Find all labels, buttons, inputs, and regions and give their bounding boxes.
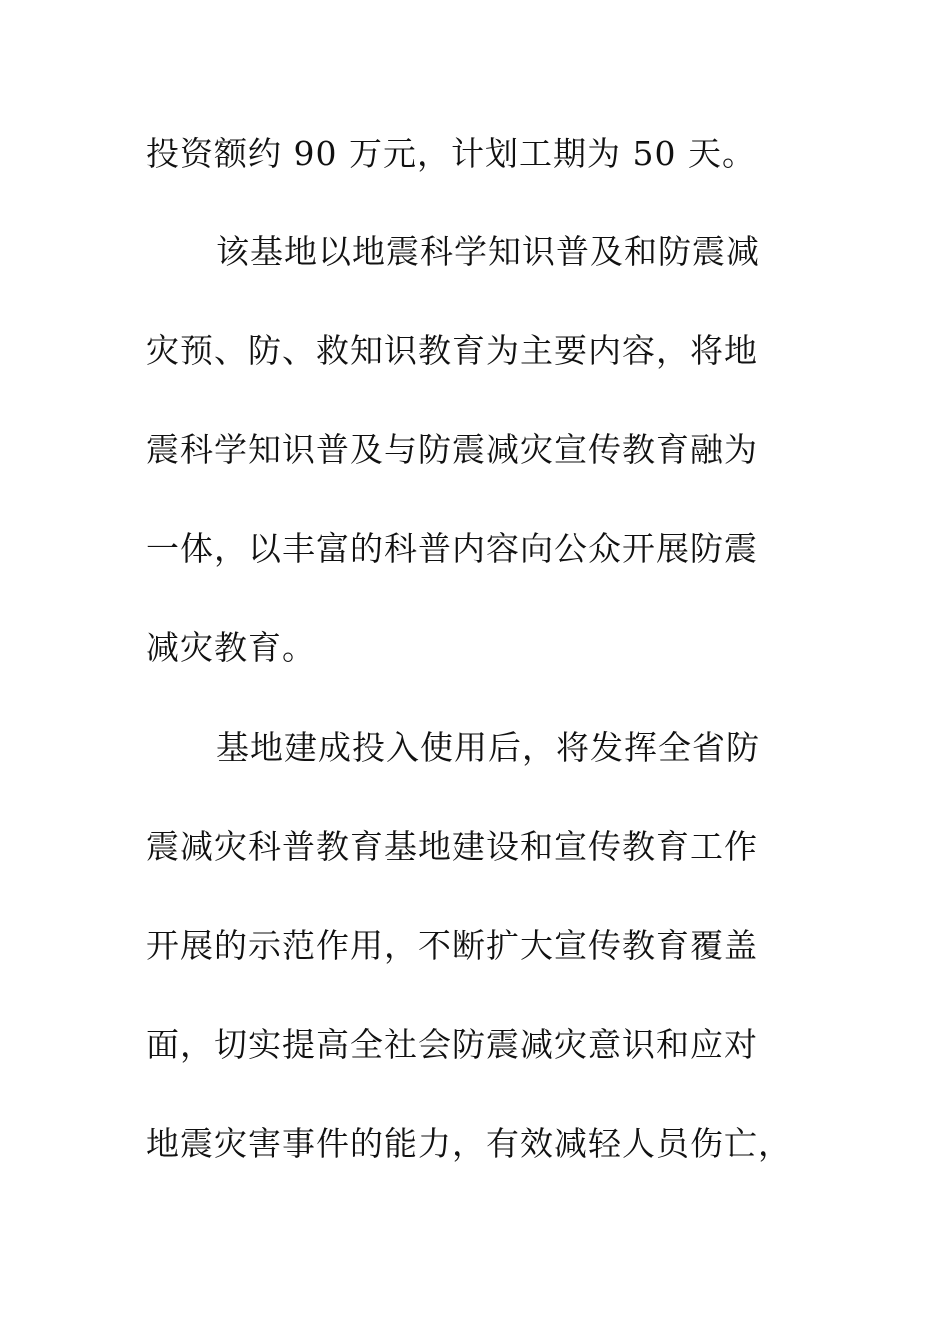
text-line-6: 减灾教育。 — [146, 628, 316, 667]
text-line-4: 震科学知识普及与防震减灾宣传教育融为 — [146, 430, 758, 469]
text-line-3: 灾预、防、救知识教育为主要内容，将地 — [146, 331, 758, 370]
text-line-8: 震减灾科普教育基地建设和宣传教育工作 — [146, 827, 758, 866]
text-line-9: 开展的示范作用，不断扩大宣传教育覆盖 — [146, 926, 758, 965]
text-line-7: 基地建成投入使用后，将发挥全省防 — [216, 728, 760, 767]
text-line-1: 投资额约 90 万元，计划工期为 50 天。 — [146, 134, 756, 173]
text-line-2: 该基地以地震科学知识普及和防震减 — [216, 232, 760, 271]
text-line-11: 地震灾害事件的能力，有效减轻人员伤亡， — [146, 1124, 792, 1163]
text-line-5: 一体，以丰富的科普内容向公众开展防震 — [146, 529, 758, 568]
text-line-10: 面，切实提高全社会防震减灾意识和应对 — [146, 1025, 758, 1064]
